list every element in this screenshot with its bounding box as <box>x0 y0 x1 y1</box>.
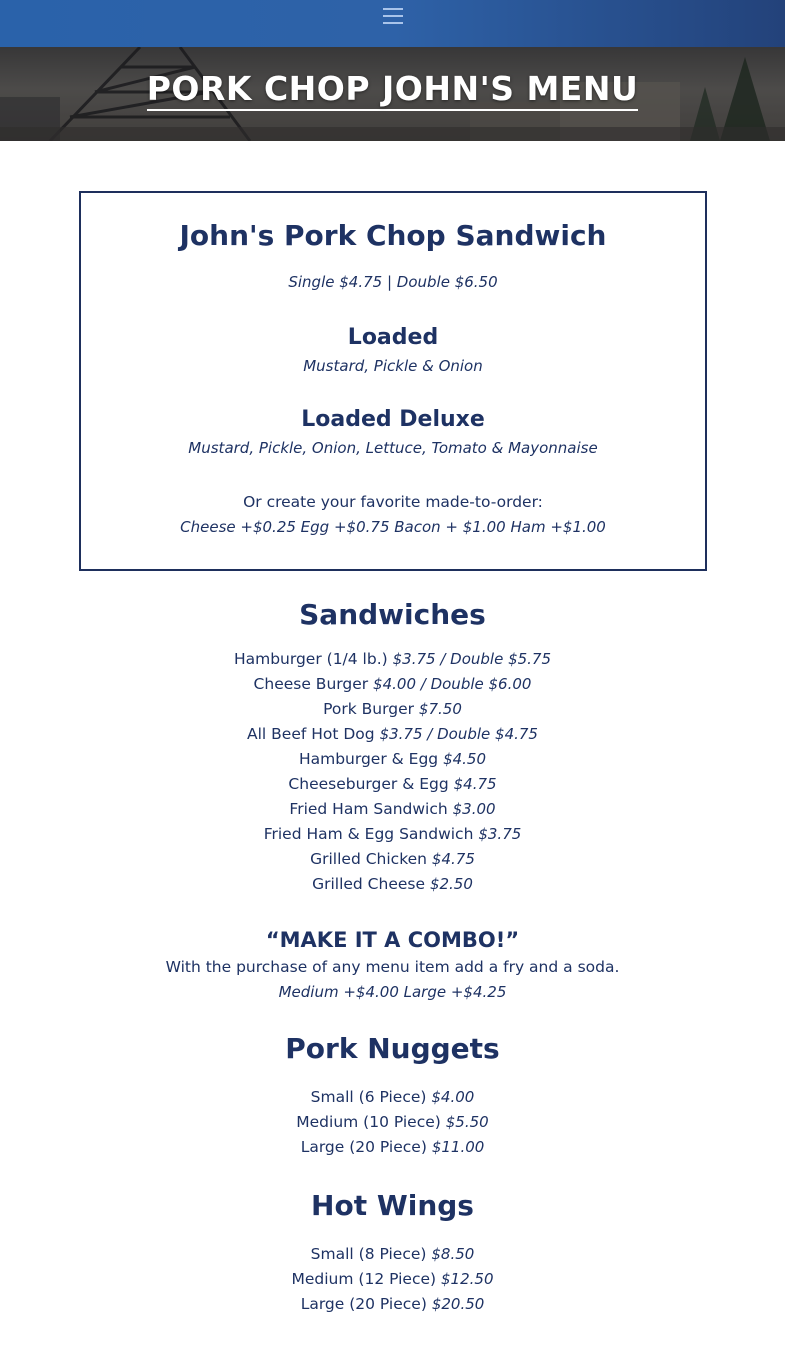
item-name: Medium (12 Piece) <box>291 1270 437 1288</box>
item-price: $4.00 / Double $6.00 <box>373 675 532 693</box>
item-price: $4.75 <box>453 775 497 793</box>
featured-item-box <box>79 191 707 571</box>
nugget-item <box>0 1138 785 1156</box>
item-price: $4.00 <box>431 1088 475 1106</box>
item-name: Grilled Cheese <box>312 875 426 893</box>
item-price: $3.75 / Double $4.75 <box>379 725 538 743</box>
item-name: Medium (10 Piece) <box>296 1113 441 1131</box>
item-name: Large (20 Piece) <box>300 1295 427 1313</box>
item-name: Hamburger & Egg <box>298 750 439 768</box>
combo-description: With the purchase of any menu item add a fry and a soda. <box>165 958 620 976</box>
item-name: Small (8 Piece) <box>310 1245 427 1263</box>
hamburger-menu-icon[interactable] <box>383 8 403 24</box>
loaded-description: Mustard, Pickle & Onion <box>303 357 483 375</box>
sandwich-item <box>0 750 785 768</box>
combo-prices: Medium +$4.00 Large +$4.25 <box>278 983 507 1001</box>
section-title-sandwiches: Sandwiches <box>299 598 486 631</box>
sandwich-item <box>0 875 785 893</box>
item-name: Cheeseburger & Egg <box>288 775 449 793</box>
sandwich-item <box>0 650 785 668</box>
sandwich-item <box>0 675 785 693</box>
nugget-item <box>0 1113 785 1131</box>
item-price: $3.75 <box>478 825 522 843</box>
item-price: $12.50 <box>441 1270 494 1288</box>
item-name: Cheese Burger <box>253 675 369 693</box>
loaded-title: Loaded <box>347 325 439 350</box>
sandwich-item <box>0 700 785 718</box>
item-price: $20.50 <box>431 1295 485 1313</box>
item-name: Small (6 Piece) <box>310 1088 427 1106</box>
custom-order-intro: Or create your favorite made-to-order: <box>243 493 543 511</box>
featured-price: Single $4.75 | Double $6.50 <box>288 273 498 291</box>
wing-item <box>0 1270 785 1288</box>
wing-item <box>0 1295 785 1313</box>
item-price: $8.50 <box>431 1245 475 1263</box>
item-price: $5.50 <box>445 1113 489 1131</box>
featured-title: John's Pork Chop Sandwich <box>179 219 607 252</box>
loaded-deluxe-title: Loaded Deluxe <box>301 407 485 432</box>
combo-title: “MAKE IT A COMBO!” <box>265 928 520 952</box>
page-title <box>0 69 785 108</box>
sandwich-item <box>0 800 785 818</box>
item-price: $11.00 <box>431 1138 485 1156</box>
wing-item <box>0 1245 785 1263</box>
item-price: $4.75 <box>431 850 475 868</box>
item-name: All Beef Hot Dog <box>247 725 375 743</box>
hero-banner <box>0 47 785 141</box>
custom-order-addons: Cheese +$0.25 Egg +$0.75 Bacon + $1.00 Ham +$1.00 <box>180 518 606 536</box>
item-name: Large (20 Piece) <box>300 1138 427 1156</box>
page-title-text: PORK CHOP JOHN'S MENU <box>147 69 639 111</box>
item-name: Grilled Chicken <box>310 850 427 868</box>
item-price: $2.50 <box>429 875 473 893</box>
item-name: Fried Ham Sandwich <box>289 800 448 818</box>
sandwich-item <box>0 725 785 743</box>
section-title-pork-nuggets: Pork Nuggets <box>285 1032 500 1065</box>
nugget-item <box>0 1088 785 1106</box>
loaded-deluxe-description: Mustard, Pickle, Onion, Lettuce, Tomato & Mayonnaise <box>188 439 598 457</box>
top-navigation-bar <box>0 0 785 47</box>
item-name: Fried Ham & Egg Sandwich <box>263 825 474 843</box>
item-price: $3.00 <box>452 800 496 818</box>
item-name: Pork Burger <box>323 700 414 718</box>
item-name: Hamburger (1/4 lb.) <box>233 650 388 668</box>
section-title-hot-wings: Hot Wings <box>311 1189 474 1222</box>
item-price: $4.50 <box>443 750 487 768</box>
sandwich-item <box>0 775 785 793</box>
item-price: $7.50 <box>418 700 462 718</box>
item-price: $3.75 / Double $5.75 <box>392 650 552 668</box>
sandwich-item <box>0 825 785 843</box>
sandwich-item <box>0 850 785 868</box>
